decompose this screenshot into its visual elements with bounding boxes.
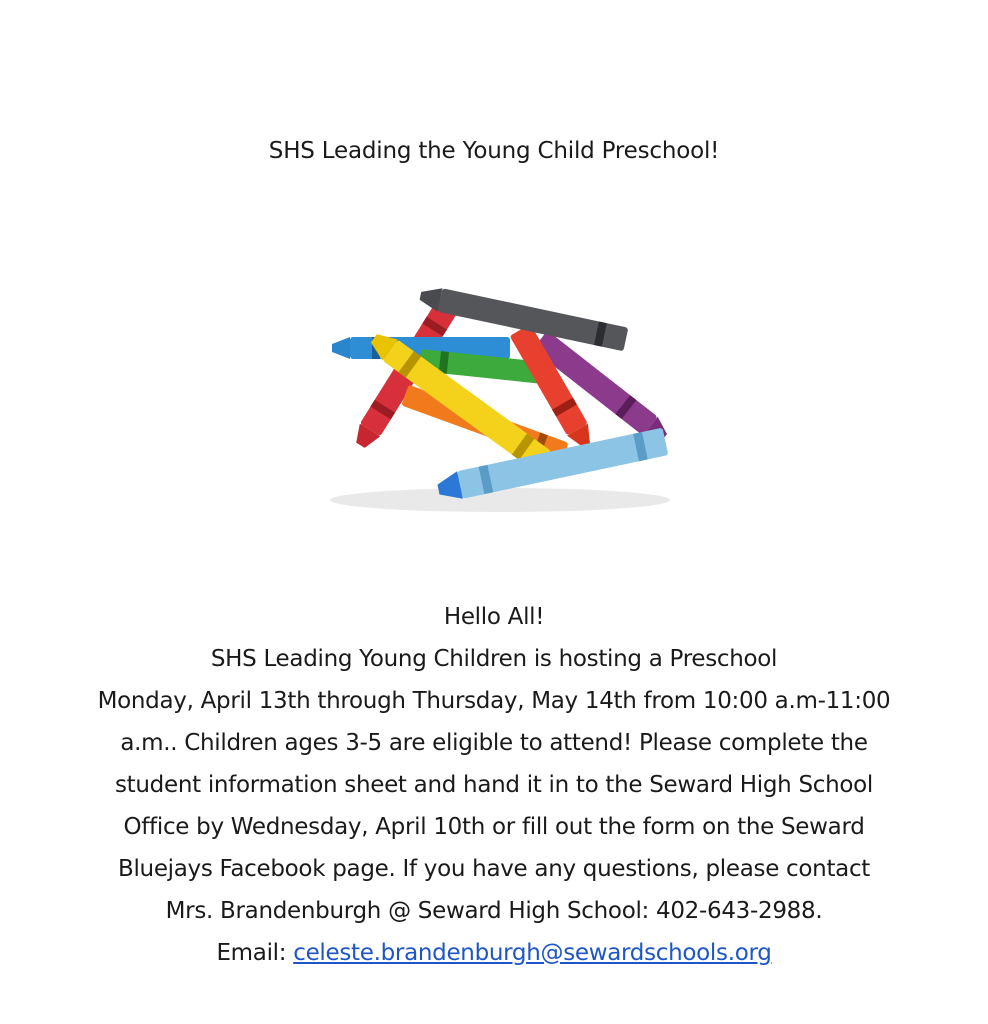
body-line-6: Mrs. Brandenburgh @ Seward High School: 402-643-2988. bbox=[165, 898, 823, 924]
crayons-pile-image bbox=[310, 280, 690, 520]
body-line-2: a.m.. Children ages 3-5 are eligible to attend! Please complete the bbox=[120, 730, 868, 756]
email-line bbox=[40, 932, 948, 974]
greeting-line: Hello All! bbox=[443, 604, 545, 630]
body-line-3: student information sheet and hand it in to the Seward High School bbox=[114, 772, 874, 798]
announcement-body bbox=[40, 596, 948, 974]
body-line-1: Monday, April 13th through Thursday, May 14th from 10:00 a.m-11:00 bbox=[97, 688, 891, 714]
email-link[interactable]: celeste.brandenburgh@sewardschools.org bbox=[293, 940, 772, 966]
email-label: Email: bbox=[216, 940, 287, 966]
body-line-4: Office by Wednesday, April 10th or fill out the form on the Seward bbox=[123, 814, 865, 840]
document-title: SHS Leading the Young Child Preschool! bbox=[268, 138, 720, 164]
body-line-5: Bluejays Facebook page. If you have any questions, please contact bbox=[117, 856, 871, 882]
intro-line: SHS Leading Young Children is hosting a Preschool bbox=[210, 646, 778, 672]
